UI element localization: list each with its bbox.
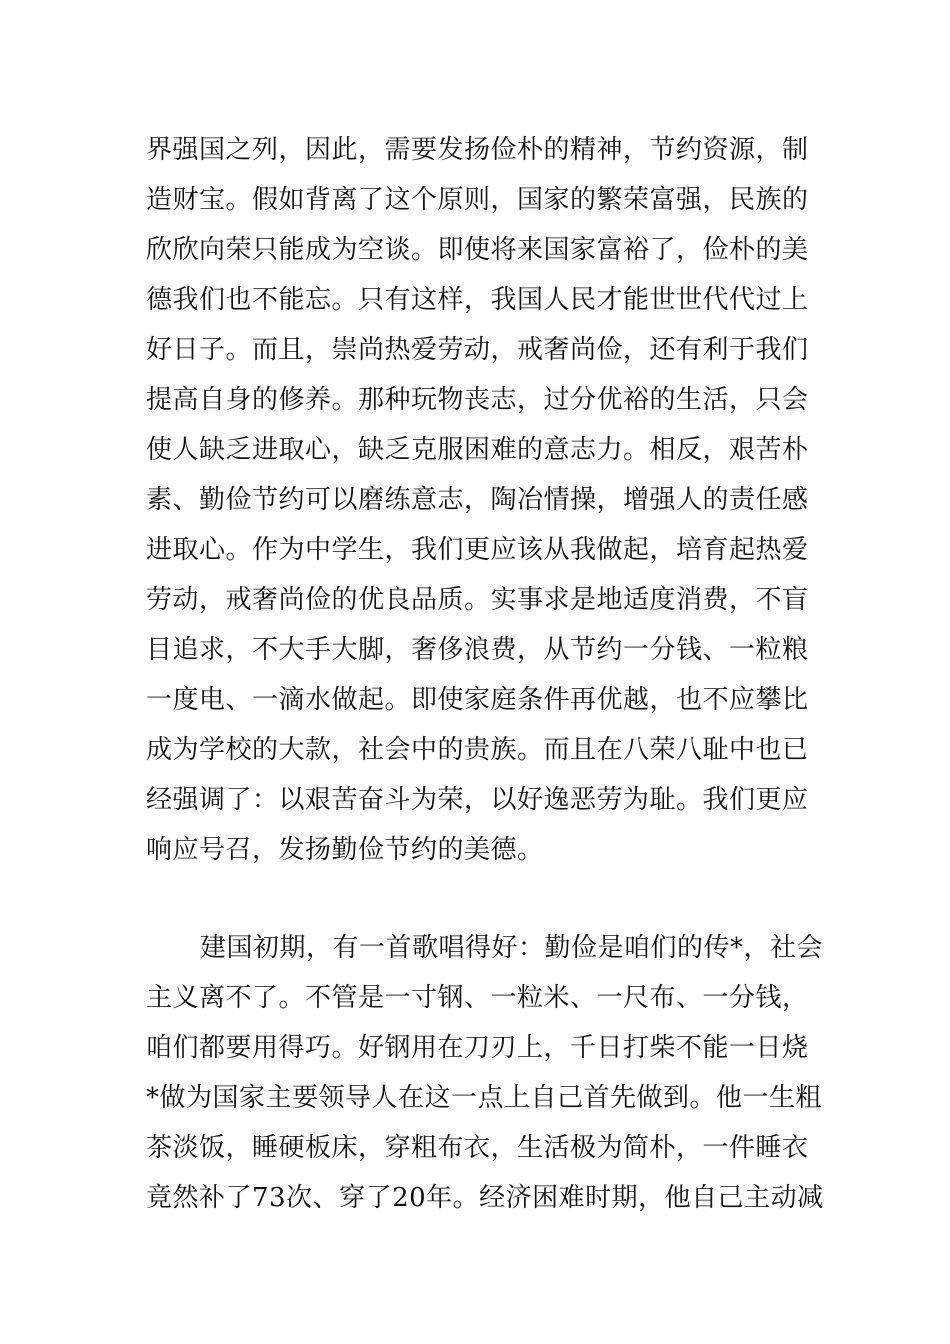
paragraph-1-line-9: 进取心。作为中学生，我们更应该从我做起，培育起热爱 xyxy=(146,535,809,565)
paragraph-2-line-6: 竟然补了73次、穿了20年。经济困难时期，他自己主动减 xyxy=(146,1183,824,1213)
paragraph-1-line-7: 使人缺乏进取心，缺乏克服困难的意志力。相反，艰苦朴 xyxy=(146,435,809,465)
paragraph-1-line-15: 响应号召，发扬勤俭节约的美德。 xyxy=(146,835,544,865)
paragraph-1-line-11: 目追求，不大手大脚，奢侈浪费，从节约一分钱、一粒粮 xyxy=(146,635,809,665)
paragraph-2-line-3: 咱们都要用得巧。好钢用在刀刃上，千日打柴不能一日烧 xyxy=(146,1033,809,1063)
paragraph-1-line-12: 一度电、一滴水做起。即使家庭条件再优越，也不应攀比 xyxy=(146,685,809,715)
paragraph-1-line-4: 德我们也不能忘。只有这样，我国人民才能世世代代过上 xyxy=(146,285,809,315)
paragraph-1-line-13: 成为学校的大款，社会中的贵族。而且在八荣八耻中也已 xyxy=(146,735,809,765)
paragraph-2-line-4: *做为国家主要领导人在这一点上自己首先做到。他一生粗 xyxy=(146,1083,823,1113)
paragraph-2-line-5: 茶淡饭，睡硬板床，穿粗布衣，生活极为简朴，一件睡衣 xyxy=(146,1133,809,1163)
paragraph-1-line-6: 提高自身的修养。那种玩物丧志，过分优裕的生活，只会 xyxy=(146,385,809,415)
paragraph-1-line-3: 欣欣向荣只能成为空谈。即使将来国家富裕了，俭朴的美 xyxy=(146,235,809,265)
paragraph-1-line-8: 素、勤俭节约可以磨练意志，陶冶情操，增强人的责任感 xyxy=(146,485,809,515)
paragraph-1-line-1: 界强国之列，因此，需要发扬俭朴的精神，节约资源，制 xyxy=(146,135,809,165)
paragraph-1-line-10: 劳动，戒奢尚俭的优良品质。实事求是地适度消费，不盲 xyxy=(146,585,809,615)
paragraph-1-line-14: 经强调了：以艰苦奋斗为荣，以好逸恶劳为耻。我们更应 xyxy=(146,785,809,815)
paragraph-2-line-1: 建国初期，有一首歌唱得好：勤俭是咱们的传*，社会 xyxy=(200,933,824,963)
paragraph-1-line-2: 造财宝。假如背离了这个原则，国家的繁荣富强，民族的 xyxy=(146,185,809,215)
paragraph-2-line-2: 主义离不了。不管是一寸钢、一粒米、一尺布、一分钱， xyxy=(146,983,809,1013)
paragraph-1-line-5: 好日子。而且，崇尚热爱劳动，戒奢尚俭，还有利于我们 xyxy=(146,335,809,365)
